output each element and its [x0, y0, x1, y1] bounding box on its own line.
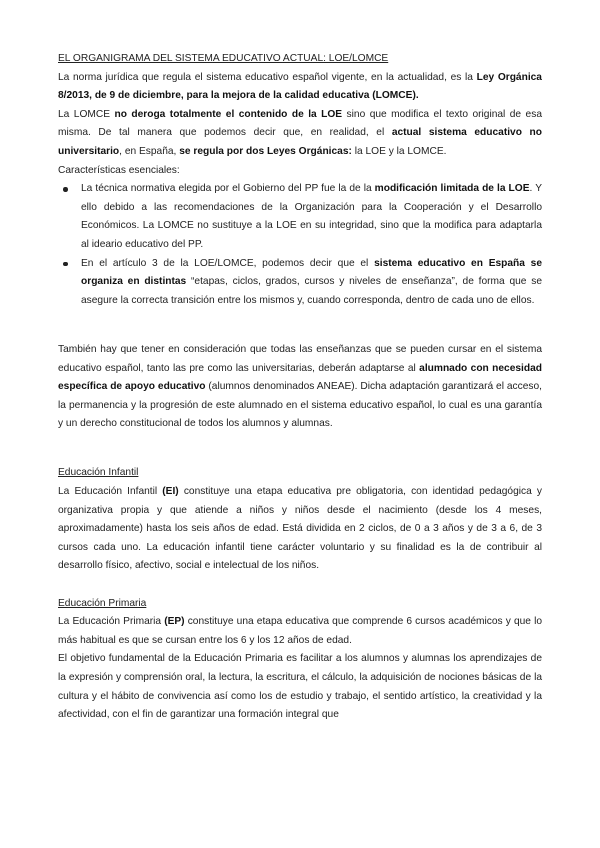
intro-paragraph-2 [58, 106, 542, 162]
primaria-heading [58, 595, 542, 614]
heading-text: Educación Primaria [58, 597, 147, 609]
list-item [58, 255, 542, 311]
spacer [58, 329, 542, 341]
bold-run: se regula por dos Leyes Orgánicas: [179, 145, 352, 157]
spacer [58, 310, 542, 329]
document-title [58, 50, 542, 69]
text-run: sino que modifica el texto original de esa misma. De tal manera que podemos decir que, en realidad, el [58, 108, 542, 139]
document-page [58, 50, 542, 725]
characteristics-list [58, 180, 542, 310]
infantil-paragraph [58, 483, 542, 576]
text-run: La LOMCE [58, 108, 115, 120]
text-run: La Educación Infantil [58, 486, 163, 498]
text-run: La Educación Primaria [58, 616, 165, 628]
text-run: (alumnos denominados ANEAE). Dicha adaptación garantizará el acceso, la permanencia y la progresión de este alumnado en el sistema educativo español, lo cual es una garantía y un derecho constitucional de todos los alumnos y alumnas. [58, 381, 542, 430]
aneae-paragraph [58, 341, 542, 434]
bold-run: modificación limitada de la LOE [374, 183, 530, 195]
intro-paragraph-1 [58, 69, 542, 106]
text-run: “etapas, ciclos, grados, cursos y niveles de enseñanza”, de forma que se asegure la correcta transición entre los mismos y, cuando corresponda, dentro de cada uno de ellos. [81, 276, 543, 306]
text-run: constituye una etapa educativa pre obligatoria, con identidad pedagógica y organizativa propia y que atiende a niños y niños desde el nacimiento (desde los 4 meses, aproximadamente) hasta los seis años de edad. Está dividida en 2 ciclos, de 0 a 3 años y de 3 a 6, de 3 cursos cada uno. La educación infantil tiene carácter voluntario y su finalidad es la de contribuir al desarrollo físico, afectivo, social e intelectual de los niños. [58, 486, 542, 572]
bold-run: (EP) [164, 616, 185, 628]
bullet-icon [63, 262, 68, 267]
bold-run: Ley Orgánica 8/2013, de 9 de diciembre, para la mejora de la calidad educativa (LOMCE). [58, 71, 542, 102]
characteristics-label: Características esenciales: [58, 164, 180, 176]
bullet-icon [63, 187, 68, 192]
bold-run: no deroga totalmente el contenido de la LOE [114, 108, 343, 120]
infantil-heading [58, 464, 542, 483]
text-run: La norma jurídica que regula el sistema educativo español vigente, en la actualidad, es la [58, 71, 477, 83]
text-run: . Y ello debido a las recomendaciones de la Organización para la Cooperación y el Desarrollo Económicos. La LOMCE no sustituye a la LOE en su integridad, sino que la modifica para adaptarla al ideario educativo del PP. [81, 183, 542, 250]
text-run: , en España, [119, 145, 180, 157]
text-run: la LOE y la LOMCE. [351, 145, 447, 157]
primaria-paragraph-2: El objetivo fundamental de la Educación Primaria es facilitar a los alumnos y alumnas los aprendizajes de la expresión y comprensión oral, la lectura, la escritura, el cálculo, la adquisición de nociones básicas de la cultura y el hábito de convivencia así como los de estudio y trabajo, el sentido artístico, la creatividad y la afectividad, con el fin de garantizar una formación integral que [58, 653, 542, 721]
spacer [58, 576, 542, 595]
text-run: La técnica normativa elegida por el Gobierno del PP fue la de la [81, 183, 375, 195]
spacer [58, 434, 542, 453]
text-run: constituye una etapa educativa que comprende 6 cursos académicos y que lo más habitual es que se cursan entre los 6 y los 12 años de edad. [58, 616, 543, 646]
spacer [58, 452, 542, 464]
bold-run: (EI) [162, 486, 179, 498]
list-item [58, 180, 542, 254]
bold-run: actual sistema educativo no universitario [58, 127, 542, 157]
text-run: En el artículo 3 de la LOE/LOMCE, podemos decir que el [81, 257, 375, 269]
primaria-paragraph-1 [58, 613, 542, 650]
heading-text: Educación Infantil [58, 467, 139, 479]
bold-run: sistema educativo en España se organiza en distintas [81, 257, 542, 288]
title-text: EL ORGANIGRAMA DEL SISTEMA EDUCATIVO ACTUAL: LOE/LOMCE [58, 53, 389, 64]
text-run: También hay que tener en consideración que todas las enseñanzas que se pueden cursar en el sistema educativo español, tanto las pre como las universitarias, deberán adaptarse al [58, 343, 542, 374]
bold-run: alumnado con necesidad específica de apoyo educativo [58, 362, 542, 393]
